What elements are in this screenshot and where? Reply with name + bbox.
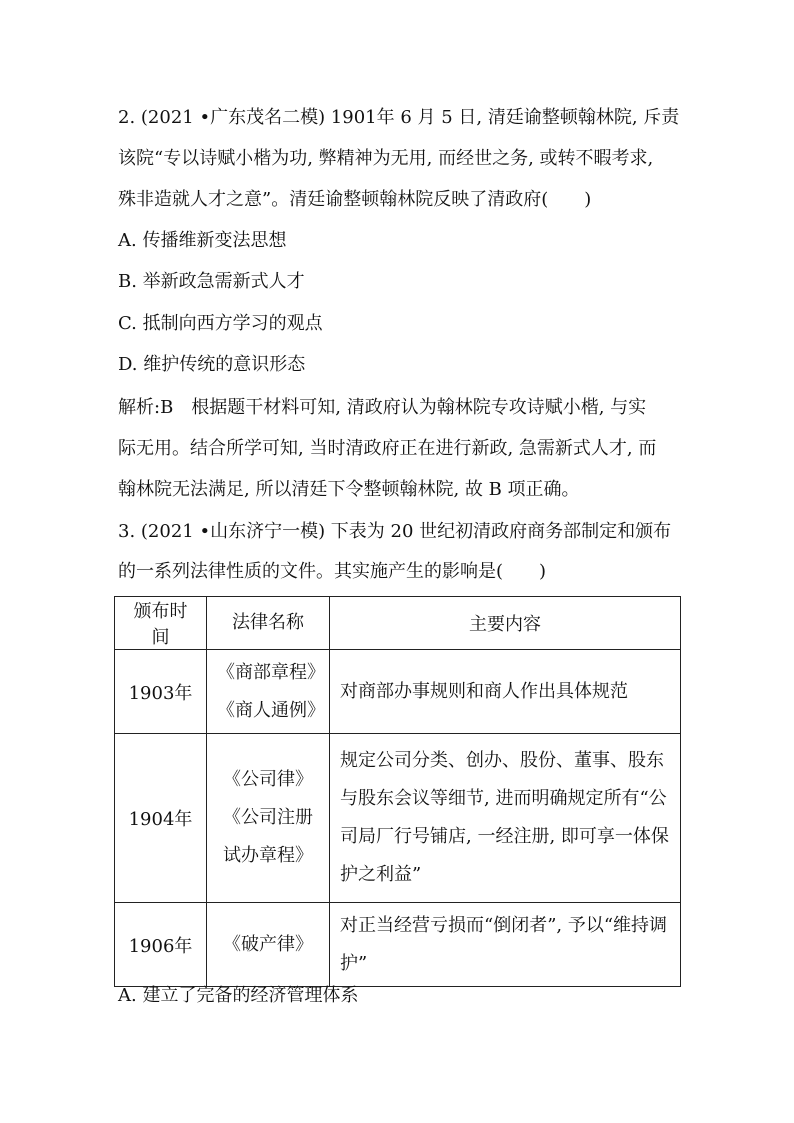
question-2-option-d: D. 维护传统的意识形态 xyxy=(118,354,306,375)
table-row xyxy=(115,650,681,734)
question-2-option-a: A. 传播维新变法思想 xyxy=(118,230,287,251)
question-2-analysis-line-1: 解析:B 根据题干材料可知, 清政府认为翰林院专攻诗赋小楷, 与实 xyxy=(118,397,647,418)
law-name-cell xyxy=(207,734,330,903)
issue-year-cell: 1903年 xyxy=(115,650,207,734)
law-name-cell xyxy=(207,903,330,987)
law-content-cell: 对商部办事规则和商人作出具体规范 xyxy=(330,650,681,734)
question-3-stem-line-2: 的一系列法律性质的文件。其实施产生的影响是( ) xyxy=(118,561,547,582)
question-3-option-a: A. 建立了完备的经济管理体系 xyxy=(118,985,359,1006)
header-law-name: 法律名称 xyxy=(207,597,330,650)
question-2-option-b: B. 举新政急需新式人才 xyxy=(118,271,305,292)
question-3-stem-line-1: 3. (2021 •山东济宁一模) 下表为 20 世纪初清政府商务部制定和颁布 xyxy=(118,521,672,542)
law-name: 《公司律》 xyxy=(223,769,313,790)
header-main-content: 主要内容 xyxy=(330,597,681,650)
question-2-option-c: C. 抵制向西方学习的观点 xyxy=(118,313,323,334)
question-2-stem-line-3: 殊非造就人才之意”。清廷谕整顿翰林院反映了清政府( ) xyxy=(118,189,592,210)
law-name: 《商部章程》 xyxy=(217,661,325,683)
law-name: 《破产律》 xyxy=(223,933,313,955)
law-content-cell: 规定公司分类、创办、股份、董事、股东与股东会议等细节, 进而明确规定所有“公司局厂行号铺店, 一经注册, 即可享一体保护之利益” xyxy=(330,734,681,903)
question-2-analysis-line-3: 翰林院无法满足, 所以清廷下令整顿翰林院, 故 B 项正确。 xyxy=(118,479,580,500)
law-content-cell: 对正当经营亏损而“倒闭者”, 予以“维持调护” xyxy=(330,903,681,987)
law-table-header-row xyxy=(115,597,681,650)
table-row xyxy=(115,734,681,903)
law-table xyxy=(114,596,681,987)
issue-year-cell: 1906年 xyxy=(115,903,207,987)
question-2-stem-line-1: 2. (2021 •广东茂名二模) 1901年 6 月 5 日, 清廷谕整顿翰林院, 斥责 xyxy=(118,107,680,128)
issue-year-cell: 1904年 xyxy=(115,734,207,903)
question-2-analysis-line-2: 际无用。结合所学可知, 当时清政府正在进行新政, 急需新式人才, 而 xyxy=(118,438,657,459)
question-2-stem-line-2: 该院“专以诗赋小楷为功, 弊精神为无用, 而经世之务, 或转不暇考求, xyxy=(118,148,654,169)
law-name-cell xyxy=(207,650,330,734)
law-name: 试办章程》 xyxy=(223,845,313,866)
law-name: 《公司注册 xyxy=(223,807,313,828)
law-name: 《商人通例》 xyxy=(217,699,325,721)
table-row xyxy=(115,903,681,987)
header-issue-time: 颁布时间 xyxy=(115,597,207,650)
